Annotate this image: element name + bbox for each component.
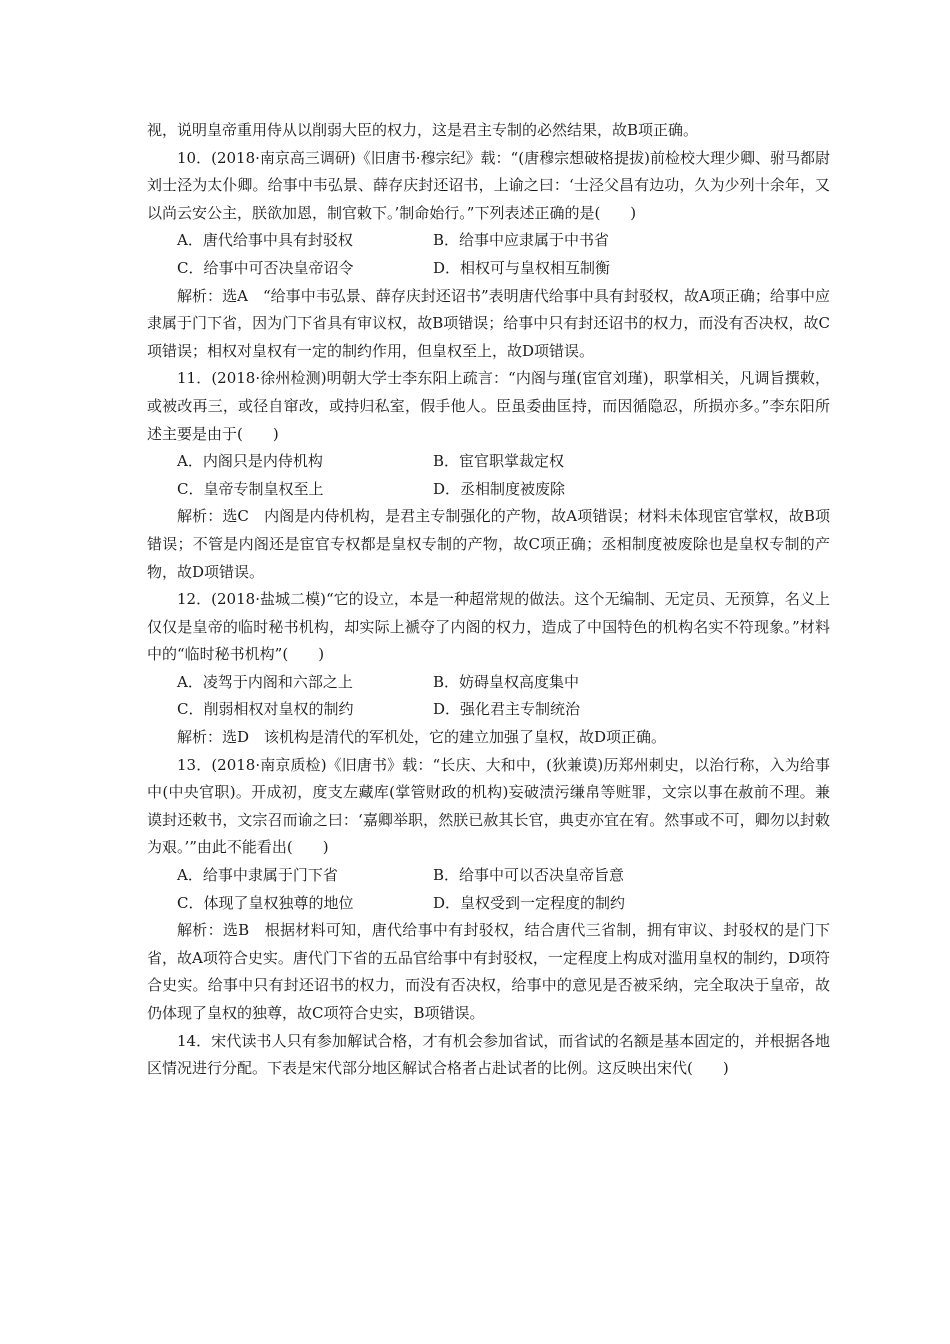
- option-d: D．皇权受到一定程度的制约: [433, 893, 626, 912]
- question-stem: 10．(2018·南京高三调研)《旧唐书·穆宗纪》载：“(唐穆宗想破格提拔)前检校大理少卿、驸马都尉刘士泾为太仆卿。给事中韦弘景、薛存庆封还诏书，上谕之曰：‘士泾父昌有边功，久为少列十余年，又以尚云安公主，朕欲加恩，制官敕下。’制命始行。”下列表述正确的是( ): [147, 148, 830, 222]
- analysis-paragraph: 解析：选C 内阁是内侍机构，是君主专制强化的产物，故A项错误；材料未体现宦官掌权，故B项错误；不管是内阁还是宦官专权都是皇权专制的产物，故C项正确；丞相制度被废除也是皇权专制的产物，故D项错误。: [147, 507, 830, 581]
- option-d: D．相权可与皇权相互制衡: [433, 258, 611, 277]
- option-c: C．给事中可否决皇帝诏令: [177, 258, 354, 277]
- analysis-paragraph: 解析：选A “给事中韦弘景、薛存庆封还诏书”表明唐代给事中具有封驳权，故A项正确；给事中应隶属于门下省，因为门下省具有审议权，故B项错误；给事中只有封还诏书的权力，而没有否决权，故C项错误；相权对皇权有一定的制约作用，但皇权至上，故D项错误。: [147, 286, 830, 360]
- option-row: [147, 476, 830, 504]
- option-c: C．体现了皇权独尊的地位: [177, 893, 354, 912]
- option-row: [147, 890, 830, 918]
- option-row: [147, 227, 830, 255]
- question-stem: 13．(2018·南京质检)《旧唐书》载：“长庆、大和中，(狄兼谟)历郑州刺史，以治行称，入为给事中(中央官职)。开成初，度支左藏库(掌管财政的机构)妄破渍污缣帛等赃罪，文宗以事在赦前不理。兼谟封还敕书，文宗召而谕之曰：‘嘉卿举职，然朕已赦其长官，典吏亦宜在宥。然事或不可，卿勿以封敕为艰。’”由此不能看出( ): [147, 755, 830, 857]
- option-row: [147, 862, 830, 890]
- analysis-paragraph: 解析：选B 根据材料可知，唐代给事中有封驳权，结合唐代三省制，拥有审议、封驳权的是门下省，故A项符合史实。唐代门下省的五品官给事中有封驳权，一定程度上构成对滥用皇权的制约，D项符合史实。给事中只有封还诏书的权力，而没有否决权，给事中的意见是否被采纳，完全取决于皇帝，故仍体现了皇权的独尊，故C项符合史实，B项错误。: [147, 921, 830, 1022]
- option-row: [147, 696, 830, 724]
- question-11: [147, 365, 830, 586]
- question-13: [147, 752, 830, 1028]
- option-c: C．皇帝专制皇权至上: [177, 479, 324, 498]
- option-b: B．妨碍皇权高度集中: [433, 672, 580, 691]
- option-a: A．给事中隶属于门下省: [177, 866, 338, 885]
- option-b: B．给事中应隶属于中书省: [433, 231, 610, 250]
- option-d: D．强化君主专制统治: [433, 700, 581, 719]
- analysis-paragraph: 解析：选D 该机构是清代的军机处，它的建立加强了皇权，故D项正确。: [177, 728, 667, 747]
- question-10: [147, 145, 830, 366]
- option-d: D．丞相制度被废除: [433, 479, 566, 498]
- question-14: [147, 1028, 830, 1083]
- option-row: [147, 669, 830, 697]
- intro-paragraph: 视，说明皇帝重用侍从以削弱大臣的权力，这是君主专制的必然结果，故B项正确。: [147, 121, 699, 139]
- question-stem: 12．(2018·盐城二模)“它的设立，本是一种超常规的做法。这个无编制、无定员、无预算，名义上仅仅是皇帝的临时秘书机构，却实际上褫夺了内阁的权力，造成了中国特色的机构名实不符现象。”材料中的“临时秘书机构”( ): [147, 590, 830, 664]
- option-a: A．凌驾于内阁和六部之上: [177, 672, 353, 691]
- question-stem: 14．宋代读书人只有参加解试合格，才有机会参加省试，而省试的名额是基本固定的，并根据各地区情况进行分配。下表是宋代部分地区解试合格者占赴试者的比例。这反映出宋代( ): [147, 1031, 830, 1078]
- option-b: B．宦官职掌裁定权: [433, 452, 565, 471]
- option-a: A．内阁只是内侍机构: [177, 452, 323, 471]
- option-b: B．给事中可以否决皇帝旨意: [433, 866, 625, 885]
- option-c: C．削弱相权对皇权的制约: [177, 700, 354, 719]
- option-row: [147, 448, 830, 476]
- option-row: [147, 255, 830, 283]
- question-12: [147, 586, 830, 752]
- option-a: A．唐代给事中具有封驳权: [177, 231, 353, 250]
- question-stem: 11．(2018·徐州检测)明朝大学士李东阳上疏言：“内阁与瑾(宦官刘瑾)，职掌相关，凡调旨撰敕，或被改再三，或径自窜改，或持归私室，假手他人。臣虽委曲匡持，而因循隐忍，所损亦多。”李东阳所述主要是由于( ): [147, 369, 830, 443]
